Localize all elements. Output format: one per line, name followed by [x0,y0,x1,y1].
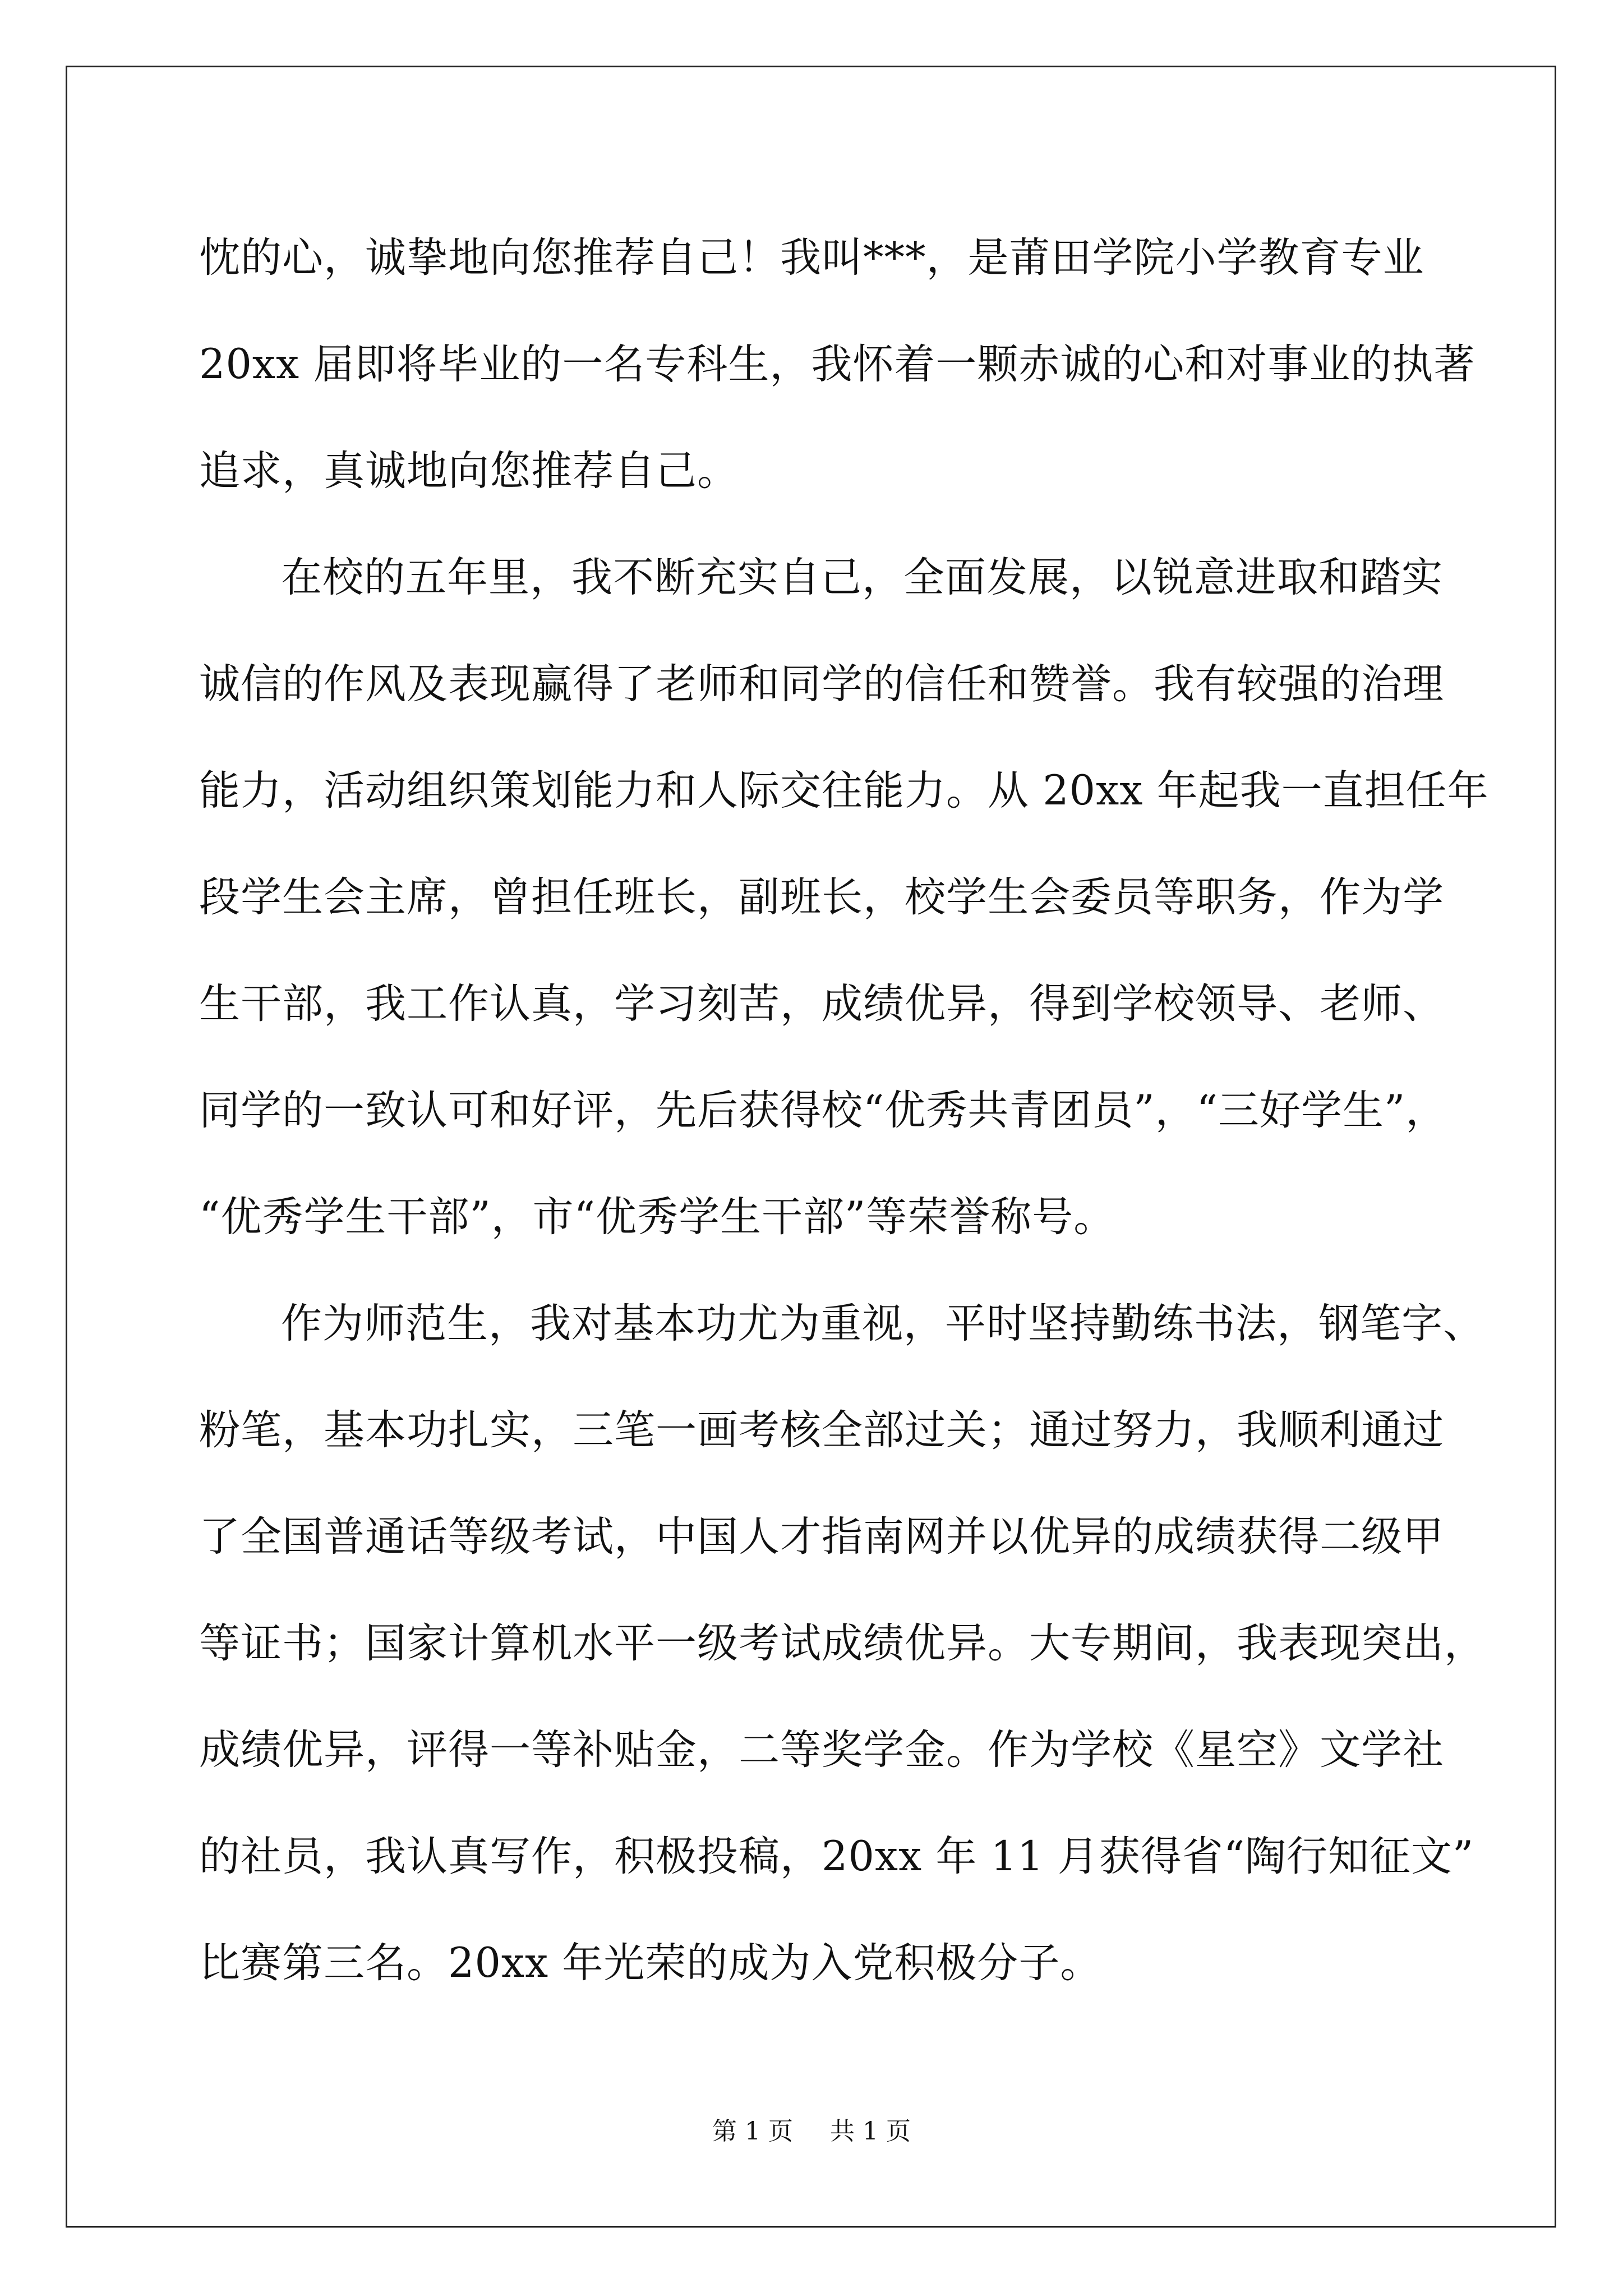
text-line: 20xx 届即将毕业的一名专科生，我怀着一颗赤诚的心和对事业的执著 [199,341,1476,388]
text-line: 段学生会主席，曾担任班长，副班长，校学生会委员等职务，作为学 [199,873,1444,921]
text-line: 成绩优异，评得一等补贴金，二等奖学金。作为学校《星空》文学社 [199,1726,1444,1774]
text-line: 生干部，我工作认真，学习刻苦，成绩优异，得到学校领导、老师、 [199,980,1444,1028]
text-line: 忱的心，诚挚地向您推荐自己！我叫***，是莆田学院小学教育专业 [199,234,1424,282]
text-line: 比赛第三名。20xx 年光荣的成为入党积极分子。 [199,1939,1102,1987]
paragraph-2 [199,524,1489,1271]
text-line: “优秀学生干部”，市“优秀学生干部”等荣誉称号。 [199,1193,1115,1241]
page-footer [0,2115,1623,2148]
text-line: 了全国普通话等级考试，中国人才指南网并以优异的成绩获得二级甲 [199,1513,1444,1561]
document-body [199,205,1489,2017]
text-line: 诚信的作风及表现赢得了老师和同学的信任和赞誉。我有较强的治理 [199,660,1444,708]
text-line: 粉笔，基本功扎实，三笔一画考核全部过关；通过努力，我顺利通过 [199,1406,1444,1454]
text-line: 能力，活动组织策划能力和人际交往能力。从 20xx 年起我一直担任年 [199,767,1489,815]
paragraph-1 [199,205,1476,524]
text-line: 等证书；国家计算机水平一级考试成绩优异。大专期间，我表现突出， [199,1619,1486,1667]
text-line: 追求，真诚地向您推荐自己。 [199,447,739,495]
text-line: 在校的五年里，我不断充实自己，全面发展，以锐意进取和踏实 [281,554,1443,601]
text-line: 作为师范生，我对基本功尤为重视，平时坚持勤练书法，钢笔字、 [281,1300,1484,1347]
page-number-current: 第 1 页 [712,2117,793,2146]
text-line: 的社员，我认真写作，积极投稿，20xx 年 11 月获得省“陶行知征文” [199,1833,1474,1880]
paragraph-3 [199,1271,1486,2017]
text-line: 同学的一致认可和好评，先后获得校“优秀共青团员”，“三好学生”， [199,1087,1447,1134]
page-number-total: 共 1 页 [830,2117,911,2146]
